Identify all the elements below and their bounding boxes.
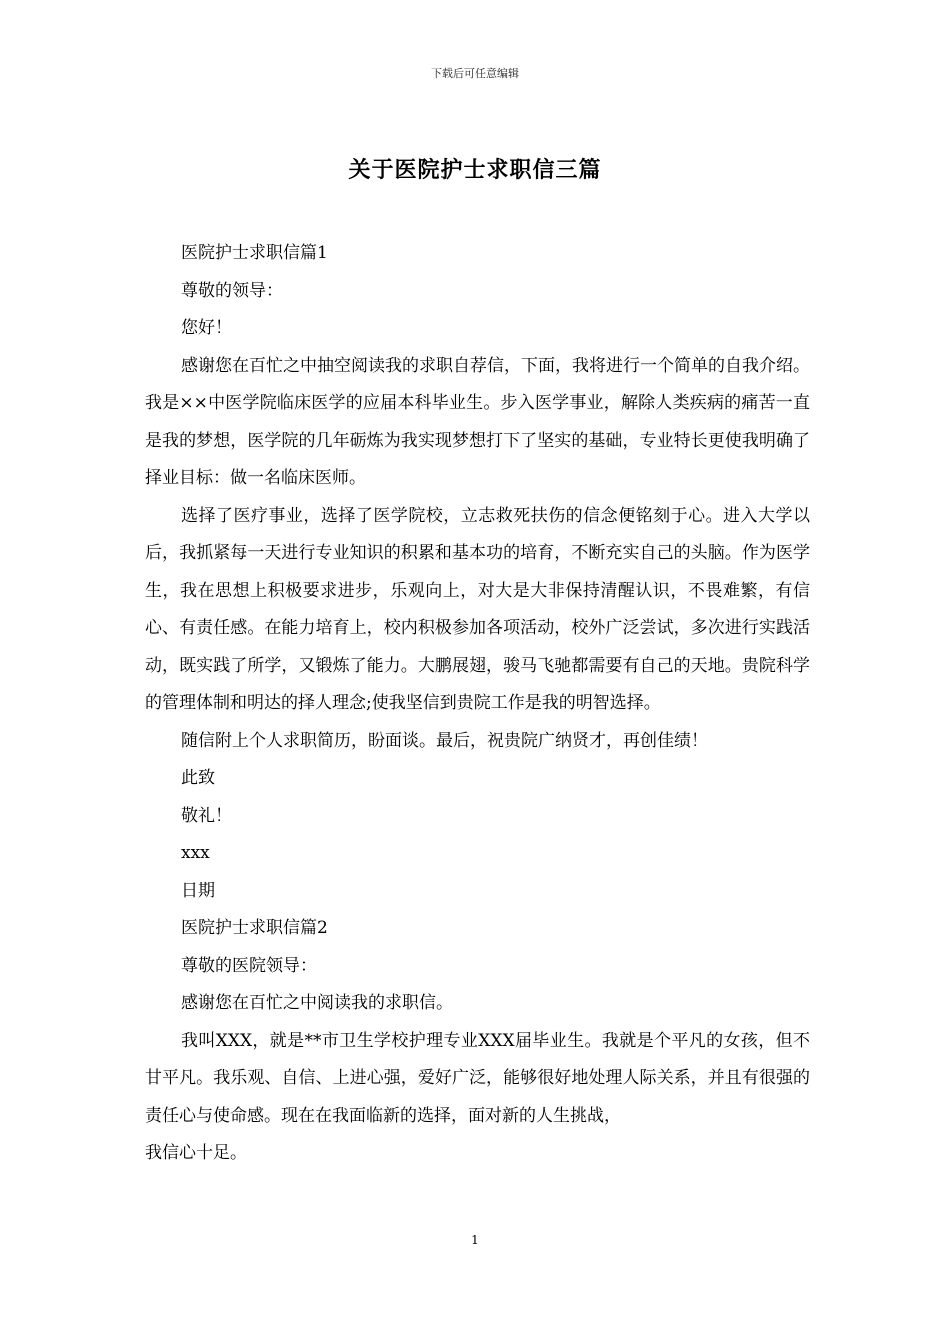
closing-line: 此致: [181, 768, 215, 788]
section-heading-1: 医院护士求职信篇1: [181, 243, 328, 263]
document-title: 关于医院护士求职信三篇: [348, 157, 602, 183]
document-body: [145, 235, 810, 1173]
closing-line: 敬礼！: [181, 805, 232, 826]
body-paragraph: 感谢您在百忙之中阅读我的求职信。: [181, 993, 453, 1013]
body-paragraph: 我叫XXX，就是**市卫生学校护理专业XXX届毕业生。我就是个平凡的女孩，但不甘平凡。我乐观、自信、上进心强，爱好广泛，能够很好地处理人际关系，并且有很强的责任心与使命感。现在在我面临新的选择，面对新的人生挑战， 我信心十足。: [145, 1030, 810, 1163]
body-paragraph: 选择了医疗事业，选择了医学院校，立志救死扶伤的信念便铭刻于心。进入大学以后，我抓紧每一天进行专业知识的积累和基本功的培育，不断充实自己的头脑。作为医学生，我在思想上积极要求进步，乐观向上，对大是大非保持清醒认识，不畏难繁，有信心、有责任感。在能力培育上，校内积极参加各项活动，校外广泛尝试，多次进行实践活动，既实践了所学，又锻炼了能力。大鹏展翅，骏马飞驰都需要有自己的天地。贵院科学的管理体制和明达的择人理念;使我坚信到贵院工作是我的明智选择。: [145, 505, 810, 713]
section-heading-2: 医院护士求职信篇2: [181, 918, 328, 938]
date-line: 日期: [181, 880, 215, 901]
page-number: 1: [471, 1233, 479, 1247]
body-paragraph: 感谢您在百忙之中抽空阅读我的求职自荐信，下面，我将进行一个简单的自我介绍。我是××中医学院临床医学的应届本科毕业生。步入医学事业，解除人类疾病的痛苦一直是我的梦想，医学院的几年砺炼为我实现梦想打下了坚实的基础，专业特长更使我明确了择业目标：做一名临床医师。: [145, 355, 810, 488]
body-paragraph: 随信附上个人求职简历，盼面谈。最后，祝贵院广纳贤才，再创佳绩！: [181, 730, 708, 751]
greeting: 您好！: [181, 318, 232, 338]
salutation: 尊敬的医院领导：: [181, 955, 317, 976]
salutation: 尊敬的领导：: [181, 280, 283, 301]
page-header: 下载后可任意编辑: [431, 67, 519, 80]
signature: xxx: [181, 843, 210, 863]
